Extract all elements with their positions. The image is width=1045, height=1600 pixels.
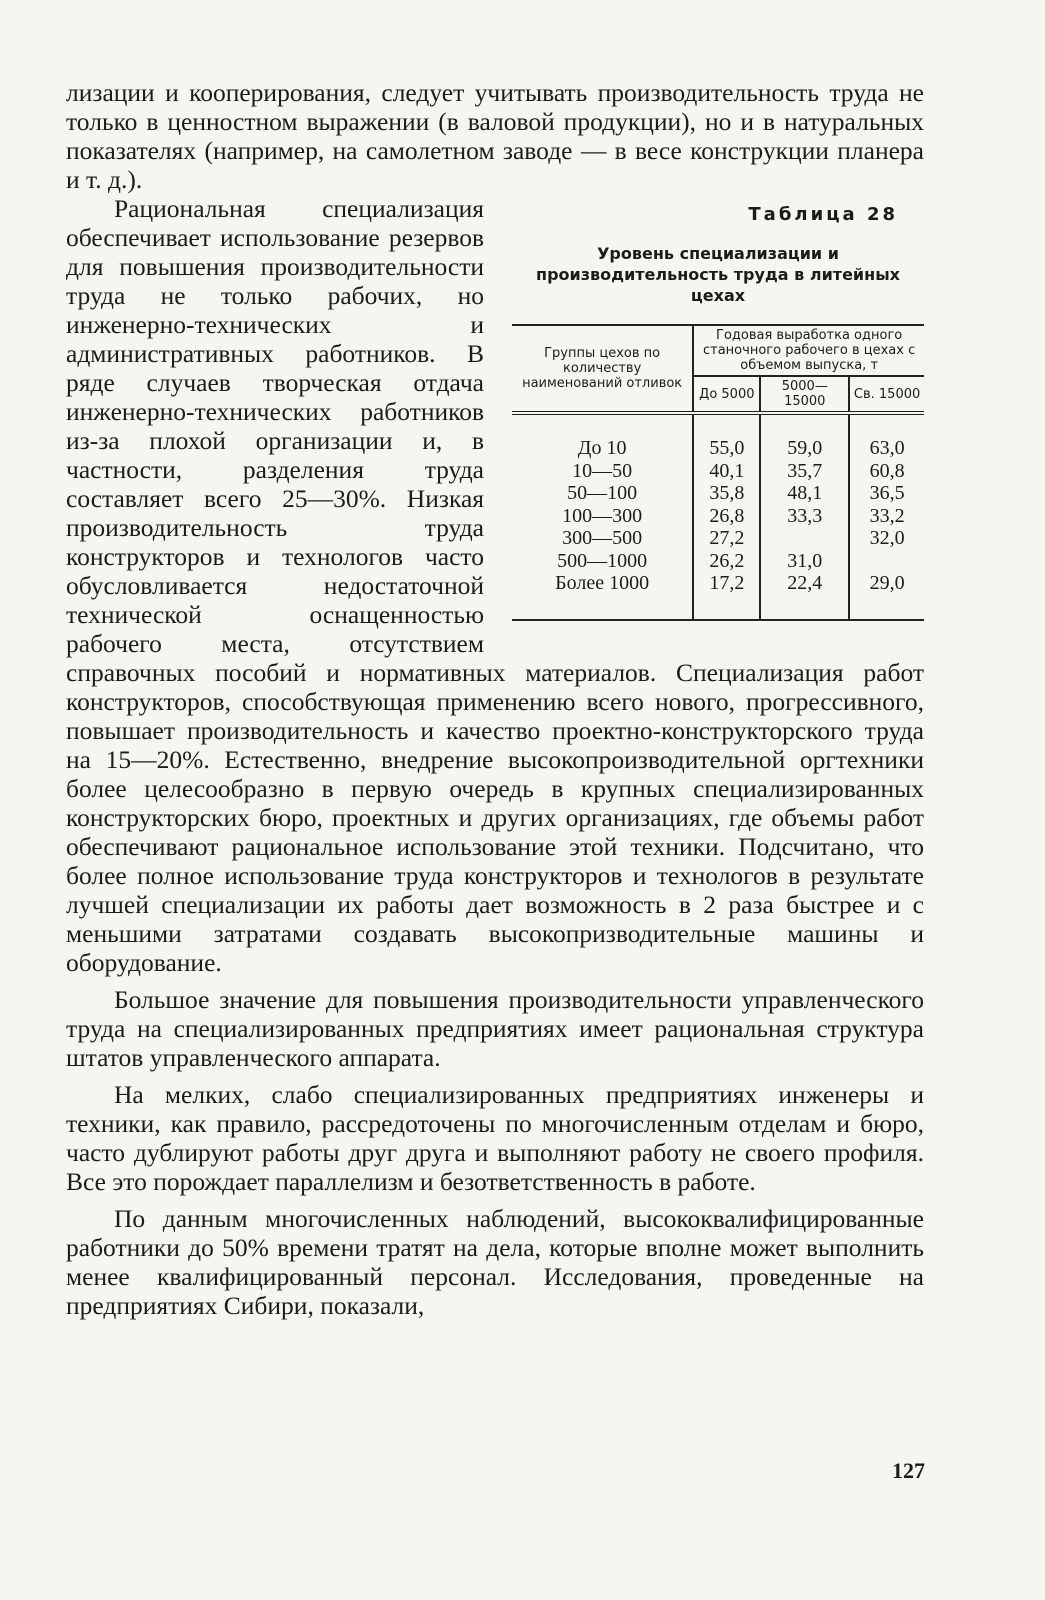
paragraph-1: лизации и кооперирования, следует учитывать производительность труда не только в ценностном выражении (в валовой продукции), но и в натуральных показателях (например, на самолетном заводе — в весе конструкции планера и т. д.). [66, 78, 924, 194]
table-cell [854, 550, 920, 573]
table-cell: 35,8 [709, 482, 745, 504]
table-cell: 63,0 [869, 437, 905, 459]
paragraph-5: По данным многочисленных наблюдений, высококвалифицированные работники до 50% времени тратят на дела, которые вполне может выполнить менее квалифицированный персонал. Исследования, проведенные на предприятиях Сибири, показали, [66, 1204, 924, 1320]
header-col-3: Св. 15000 [849, 376, 924, 413]
table-cell: 26,8 [709, 504, 745, 527]
header-col-1: До 5000 [693, 376, 760, 413]
page-body [66, 78, 924, 1320]
table-cell: 40,1 [709, 459, 745, 482]
col-1-values [693, 413, 760, 620]
page-number: 127 [892, 1458, 925, 1483]
table-caption: Таблица 28 [748, 204, 898, 225]
table-cell: До 10 [577, 437, 627, 459]
groups-column [512, 413, 693, 620]
table-cell: 48,1 [787, 482, 823, 504]
table-body-row [512, 413, 924, 620]
table-cell: 31,0 [787, 549, 823, 572]
table-cell: 100—300 [562, 504, 643, 527]
table-cell: 300—500 [562, 527, 643, 549]
table-cell: 35,7 [787, 459, 823, 482]
paragraph-3: Большое значение для повышения производительности управленческого труда на специализированных предприятиях имеет рациональная структура штатов управленческого аппарата. [66, 985, 924, 1072]
header-output: Годовая выработка одного станочного рабочего в цехах с объемом выпуска, т [693, 325, 924, 376]
table-cell: Более 1000 [555, 572, 650, 594]
table-cell: 26,2 [709, 549, 745, 572]
table-cell: 22,4 [787, 572, 823, 594]
table-cell: 50—100 [567, 482, 638, 504]
table-cell: 60,8 [869, 459, 905, 482]
table-cell: 10—50 [572, 459, 633, 482]
table-cell: 55,0 [709, 437, 745, 459]
table-cell: 59,0 [787, 437, 823, 459]
table-cell: 36,5 [869, 482, 905, 504]
paragraph-4: На мелких, слабо специализированных предприятиях инженеры и техники, как правило, рассредоточены по многочисленным отделам и бюро, часто дублируют работы друг друга и выполняют работу не своего профиля. Все это порождает параллелизм и безответственность в работе. [66, 1080, 924, 1196]
col-3-values [849, 413, 924, 620]
table-cell [765, 527, 844, 550]
header-col-2: 5000— 15000 [760, 376, 849, 413]
table-cell: 27,2 [709, 527, 745, 549]
header-groups: Группы цехов по количеству наименований отливок [512, 325, 693, 413]
col-2-values [760, 413, 849, 620]
table-cell: 32,0 [869, 527, 905, 549]
table-cell: 33,3 [787, 504, 823, 527]
data-table [512, 324, 924, 621]
table-cell: 17,2 [709, 572, 745, 594]
paragraph-2: Рациональная специализация обеспечивает использование резервов для повышения производительности труда не только рабочих, но инженерно-технических и административных работников. В ряде случаев творческая отдача инженерно-технических работников из-за плохой организации и, в частности, разделения труда составляет всего 25—30%. Низкая производительность труда конструкторов и технологов часто обусловливается недостаточной технической оснащенностью рабочего места, отсутствием справочных пособий и нормативных материалов. Специализация работ конструкторов, способствующая применению всего нового, прогрессивного, повышает производительность и качество проектно-конструкторского труда на 15—20%. Естественно, внедрение высокопроизводительной оргтехники более целесообразно в первую очередь в крупных специализированных конструкторских бюро, проектных и других организациях, где объемы работ обеспечивают рациональное использование этой техники. Подсчитано, что более полное использование труда конструкторов и технологов в результате лучшей специализации их работы дает возможность в 2 раза быстрее и с меньшими затратами создавать высокопризводительные машины и оборудование. [66, 194, 924, 977]
table-title: Уровень специализации и производительность труда в литейных цехах [536, 244, 900, 305]
table-cell: 33,2 [869, 504, 905, 527]
table-28 [512, 200, 924, 621]
table-cell: 29,0 [869, 572, 905, 594]
table-cell: 500—1000 [557, 549, 648, 572]
